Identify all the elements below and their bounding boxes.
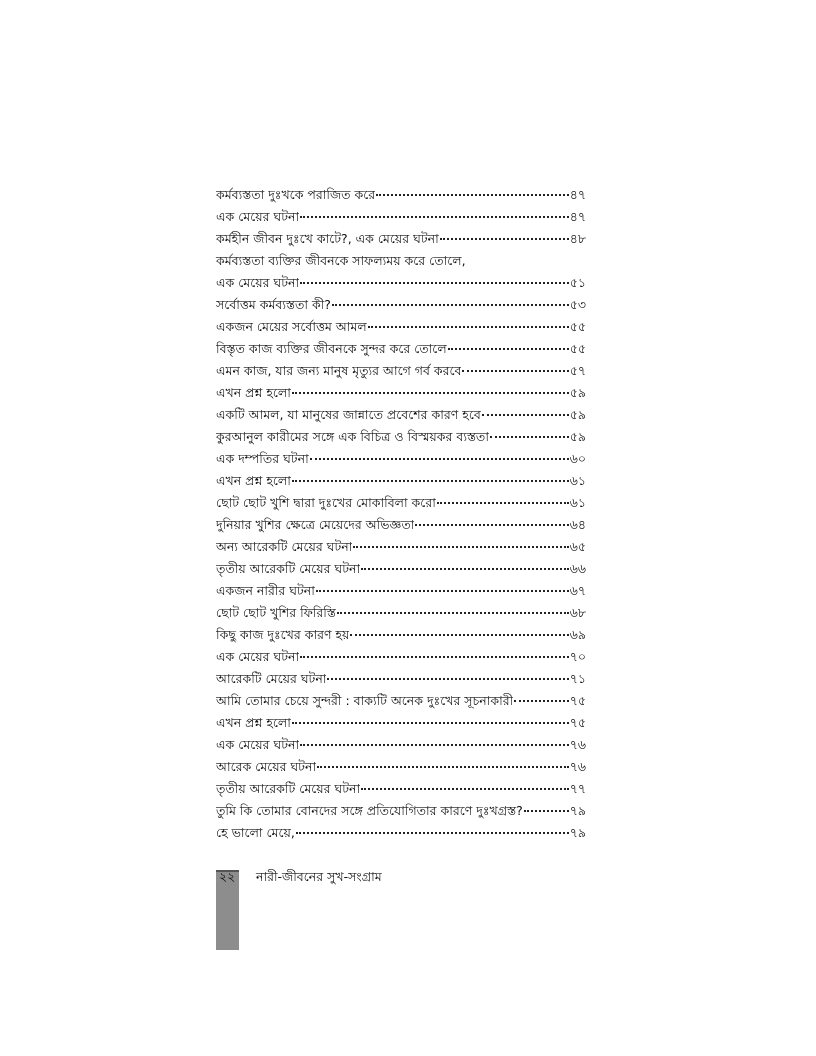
toc-entry-page: ৭৯ [569, 803, 586, 818]
toc-entry-page: ৭৫ [569, 715, 586, 730]
toc-entry-page: ৫৯ [569, 407, 586, 422]
toc-entry-page: ৭৬ [569, 759, 586, 774]
toc-entry-title: এখন প্রশ্ন হলো [216, 473, 291, 488]
toc-dot-leader [376, 194, 569, 196]
toc-dot-leader [332, 304, 569, 306]
toc-entry [216, 470, 586, 492]
toc-entry [216, 360, 586, 382]
toc-entry [216, 338, 586, 360]
toc-entry [216, 624, 586, 646]
toc-entry-title: কর্মব্যস্ততা দুঃখকে পরাজিত করে [216, 187, 376, 202]
toc-dot-leader [490, 436, 569, 438]
toc-entry-title: কিছু কাজ দুঃখের কারণ হয় [216, 627, 350, 642]
toc-entry-page: ৬৬ [569, 561, 586, 576]
toc-entry [216, 448, 586, 470]
toc-dot-leader [482, 414, 569, 416]
toc-entry [216, 294, 586, 316]
toc-entry-title: এমন কাজ, যার জন্য মানুষ মৃত্যুর আগে গর্ব করবে [216, 363, 462, 378]
toc-dot-leader [462, 370, 568, 372]
toc-entry-page: ৬১ [569, 473, 586, 488]
toc-entry [216, 426, 586, 448]
toc-entry [216, 404, 586, 426]
toc-entry-title: একজন মেয়ের সর্বোত্তম আমল [216, 319, 367, 334]
running-footer-title: নারী-জীবনের সুখ-সংগ্রাম [256, 869, 382, 884]
toc-entry-title: কর্মহীন জীবন দুঃখে কাটে?, এক মেয়ের ঘটনা [216, 231, 439, 246]
toc-entry [216, 734, 586, 756]
toc-entry-title: বিস্তৃত কাজ ব্যক্তির জীবনকে সুন্দর করে তোলে [216, 341, 447, 356]
toc-dot-leader [440, 238, 569, 240]
toc-entry [216, 250, 586, 272]
toc-entry-page: ৫৯ [569, 429, 586, 444]
toc-entry [216, 602, 586, 624]
toc-dot-leader [300, 744, 569, 746]
toc-dot-leader [292, 722, 569, 724]
toc-entry-page: ৬৮ [569, 605, 586, 620]
toc-entry-page: ৪৮ [569, 231, 586, 246]
toc-dot-leader [437, 502, 569, 504]
toc-entry [216, 536, 586, 558]
toc-entry [216, 800, 586, 822]
toc-entry-page: ৬৭ [569, 583, 586, 598]
toc-entry [216, 382, 586, 404]
toc-entry-title: এক মেয়ের ঘটনা [216, 275, 300, 290]
toc-entry-page: ৭৯ [569, 825, 586, 840]
toc-entry-title: আরেকটি মেয়ের ঘটনা [216, 671, 327, 686]
toc-entry [216, 690, 586, 712]
toc-dot-leader [327, 678, 568, 680]
toc-dot-leader [415, 524, 568, 526]
toc-entry-title: একজন নারীর ঘটনা [216, 583, 315, 598]
toc-entry-page: ৫১ [569, 275, 586, 290]
toc-entry-title: এখন প্রশ্ন হলো [216, 715, 291, 730]
toc-entry-page: ৫৫ [569, 319, 586, 334]
toc-entry-page: ৭৭ [569, 781, 586, 796]
toc-dot-leader [448, 348, 569, 350]
toc-entry-title: আমি তোমার চেয়ে সুন্দরী : বাক্যটি অনেক দুঃখের সূচনাকারী [216, 693, 514, 708]
toc-entry-title: একটি আমল, যা মানুষের জান্নাতে প্রবেশের কারণ হবে [216, 407, 481, 422]
toc-entry [216, 756, 586, 778]
toc-entry-title: অন্য আরেকটি মেয়ের ঘটনা [216, 539, 353, 554]
toc-entry-page: ৪৭ [569, 209, 586, 224]
toc-dot-leader [292, 392, 569, 394]
toc-entry-title: তৃতীয় আরেকটি মেয়ের ঘটনা [216, 781, 361, 796]
toc-entry-page: ৬১ [569, 495, 586, 510]
toc-entry [216, 778, 586, 800]
toc-entry [216, 646, 586, 668]
toc-entry [216, 558, 586, 580]
toc-entry-page: ৫৫ [569, 341, 586, 356]
toc-entry [216, 206, 586, 228]
toc-entry-title: তুমি কি তোমার বোনদের সঙ্গে প্রতিযোগিতার কারণে দুঃখগ্রস্ত? [216, 803, 523, 818]
toc-entry-page: ৭৬ [569, 737, 586, 752]
toc-entry-title: হে ভালো মেয়ে, [216, 825, 295, 840]
toc-entry-title: কুরআনুল কারীমের সঙ্গে এক বিচিত্র ও বিস্ময়কর ব্যস্ততা [216, 429, 489, 444]
toc-dot-leader [292, 480, 569, 482]
toc-entry-page: ৬৪ [569, 517, 586, 532]
toc-entry [216, 712, 586, 734]
toc-entry-title: ছোট ছোট খুশির ফিরিস্তি [216, 605, 336, 620]
toc-entry-page: ৭১ [569, 671, 586, 686]
toc-dot-leader [524, 810, 569, 812]
toc-entry [216, 580, 586, 602]
table-of-contents [216, 184, 586, 844]
toc-entry-title: এক মেয়ের ঘটনা [216, 209, 300, 224]
toc-entry-title: সর্বোত্তম কর্মব্যস্ততা কী? [216, 297, 331, 312]
toc-entry-page: ৭০ [569, 649, 586, 664]
toc-entry-title: এক মেয়ের ঘটনা [216, 649, 300, 664]
toc-entry-title: কর্মব্যস্ততা ব্যক্তির জীবনকে সাফল্যময় করে তোলে, [216, 253, 466, 268]
toc-entry [216, 184, 586, 206]
toc-entry-title: দুনিয়ার খুশির ক্ষেত্রে মেয়েদের অভিজ্ঞতা [216, 517, 415, 532]
toc-entry-page: ৭৫ [569, 693, 586, 708]
toc-entry-page: ৫৯ [569, 385, 586, 400]
toc-dot-leader [316, 590, 569, 592]
toc-entry [216, 228, 586, 250]
toc-entry-title: তৃতীয় আরেকটি মেয়ের ঘটনা [216, 561, 361, 576]
toc-entry-page: ৬০ [569, 451, 586, 466]
toc-dot-leader [350, 634, 568, 636]
toc-entry-title: এক দম্পতির ঘটনা [216, 451, 309, 466]
toc-entry-page: ৬৯ [569, 627, 586, 642]
toc-dot-leader [353, 546, 568, 548]
toc-entry-page: ৫৩ [569, 297, 586, 312]
toc-dot-leader [361, 568, 569, 570]
toc-entry-title: এখন প্রশ্ন হলো [216, 385, 291, 400]
toc-dot-leader [514, 700, 569, 702]
toc-dot-leader [368, 326, 569, 328]
toc-dot-leader [310, 458, 569, 460]
toc-entry-page: ৫৭ [569, 363, 586, 378]
toc-entry [216, 822, 586, 844]
toc-entry [216, 492, 586, 514]
toc-dot-leader [296, 832, 569, 834]
toc-dot-leader [300, 216, 569, 218]
page-number: ২২ [219, 869, 236, 884]
toc-dot-leader [300, 656, 569, 658]
toc-entry-page: ৬৫ [569, 539, 586, 554]
toc-entry-title: এক মেয়ের ঘটনা [216, 737, 300, 752]
toc-entry [216, 272, 586, 294]
toc-entry-page: ৪৭ [569, 187, 586, 202]
toc-entry [216, 514, 586, 536]
toc-dot-leader [317, 766, 569, 768]
toc-entry-title: আরেক মেয়ের ঘটনা [216, 759, 317, 774]
toc-entry-title: ছোট ছোট খুশি দ্বারা দুঃখের মোকাবিলা করো [216, 495, 436, 510]
toc-dot-leader [361, 788, 569, 790]
toc-dot-leader [337, 612, 569, 614]
toc-entry [216, 316, 586, 338]
toc-dot-leader [300, 282, 569, 284]
toc-entry [216, 668, 586, 690]
